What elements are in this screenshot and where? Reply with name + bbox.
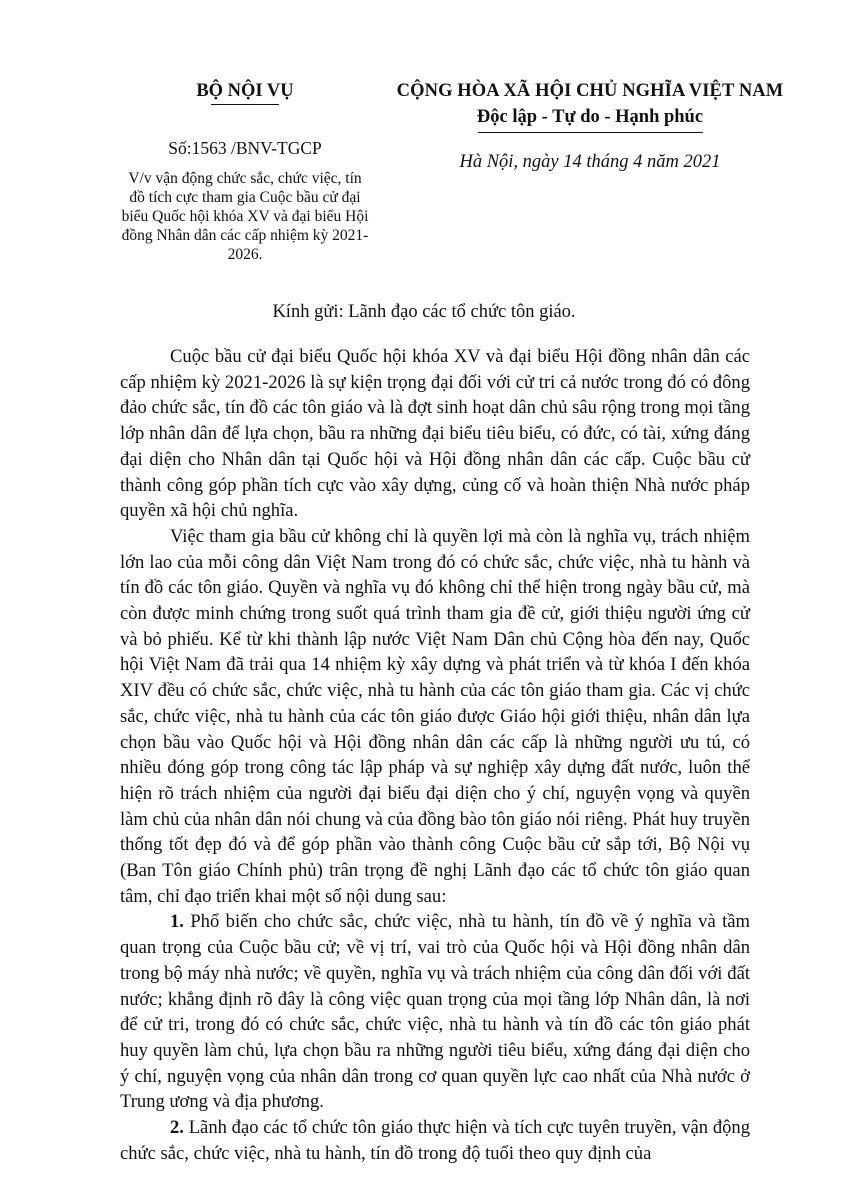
- body-paragraph-2: Việc tham gia bầu cử không chỉ là quyền lợi mà còn là nghĩa vụ, trách nhiệm lớn lao của mỗi công dân Việt Nam trong đó có chức sắc, chức việc, nhà tu hành và tín đồ các tôn giáo. Quyền và nghĩa vụ đó không chỉ thể hiện trong ngày bầu cử, mà còn được minh chứng trong suốt quá trình tham gia đề cử, giới thiệu người ứng cử và bỏ phiếu. Kể từ khi thành lập nước Việt Nam Dân chủ Cộng hòa đến nay, Quốc hội Việt Nam đã trải qua 14 nhiệm kỳ xây dựng và phát triển và từ khóa I đến khóa XIV đều có chức sắc, chức việc, nhà tu hành của các tôn giáo tham gia. Các vị chức sắc, chức việc, nhà tu hành của các tôn giáo được Giáo hội giới thiệu, nhân dân lựa chọn bầu vào Quốc hội và Hội đồng nhân dân các cấp là những người ưu tú, có nhiều đóng góp trong công tác lập pháp và sự nghiệp xây dựng đất nước, luôn thể hiện rõ trách nhiệm của người đại biểu đại diện cho ý chí, nguyện vọng và quyền làm chủ của nhân dân nói chung và của đồng bào tôn giáo nói riêng. Phát huy truyền thống tốt đẹp đó và để góp phần vào thành công Cuộc bầu cử sắp tới, Bộ Nội vụ (Ban Tôn giáo Chính phủ) trân trọng đề nghị Lãnh đạo các tổ chức tôn giáo quan tâm, chỉ đạo triển khai một số nội dung sau:: [120, 525, 750, 907]
- nation-name: CỘNG HÒA XÃ HỘI CHỦ NGHĨA VIỆT NAM: [396, 81, 784, 101]
- item-text-2: Lãnh đạo các tổ chức tôn giáo thực hiện và tích cực tuyên truyền, vận động chức sắc, chức việc, nhà tu hành, tín đồ trong độ tuổi theo quy định của: [120, 1117, 751, 1164]
- agency-underline: [211, 104, 279, 105]
- document-body: [120, 344, 750, 1167]
- body-paragraph-1: Cuộc bầu cử đại biểu Quốc hội khóa XV và đại biểu Hội đồng nhân dân các cấp nhiệm kỳ 2021-2026 là sự kiện trọng đại đối với cử tri cả nước trong đó có đông đảo chức sắc, tín đồ các tôn giáo và là đợt sinh hoạt dân chủ sâu rộng trong mọi tầng lớp nhân dân để lựa chọn, bầu ra những đại biểu tiêu biểu, có đức, có tài, xứng đáng đại diện cho Nhân dân tại Quốc hội và Hội đồng nhân dân các cấp. Cuộc bầu cử thành công góp phần tích cực vào xây dựng, củng cố và hoàn thiện Nhà nước pháp quyền xã hội chủ nghĩa.: [120, 346, 750, 522]
- body-paragraph-3: [120, 909, 750, 1115]
- agency-block: [120, 78, 370, 264]
- document-header: [0, 78, 848, 278]
- body-paragraph-4: [120, 1115, 750, 1166]
- recipient-line: Kính gửi: Lãnh đạo các tổ chức tôn giáo.: [272, 302, 576, 322]
- national-motto: Độc lập - Tự do - Hạnh phúc: [476, 107, 704, 127]
- motto-underline: [478, 132, 703, 133]
- item-number-1: 1.: [170, 911, 184, 933]
- nation-block: [380, 78, 800, 173]
- document-date: Hà Nội, ngày 14 tháng 4 năm 2021: [459, 152, 721, 172]
- item-number-2: 2.: [170, 1117, 184, 1139]
- item-text-1: Phổ biến cho chức sắc, chức việc, nhà tu hành, tín đồ về ý nghĩa và tầm quan trọng của Cuộc bầu cử; về vị trí, vai trò của Quốc hội và Hội đồng nhân dân trong bộ máy nhà nước; về quyền, nghĩa vụ và trách nhiệm của công dân đối với đất nước; khẳng định rõ đây là công việc quan trọng của mọi tầng lớp Nhân dân, là nơi để cử tri, trong đó có chức sắc, chức việc, nhà tu hành và tín đồ các tôn giáo phát huy quyền làm chủ, lựa chọn bầu ra những người tiêu biểu, xứng đáng đại diện cho ý chí, nguyện vọng của nhân dân trong cơ quan quyền lực cao nhất của Nhà nước ở Trung ương và địa phương.: [120, 911, 750, 1113]
- document-subject: V/v vận động chức sắc, chức việc, tín đồ tích cực tham gia Cuộc bầu cử đại biểu Quốc hội khóa XV và đại biểu Hội đồng Nhân dân các cấp nhiệm kỳ 2021-2026.: [121, 170, 369, 263]
- agency-name: BỘ NỘI VỤ: [196, 81, 294, 101]
- document-number: Số:1563 /BNV-TGCP: [168, 138, 322, 158]
